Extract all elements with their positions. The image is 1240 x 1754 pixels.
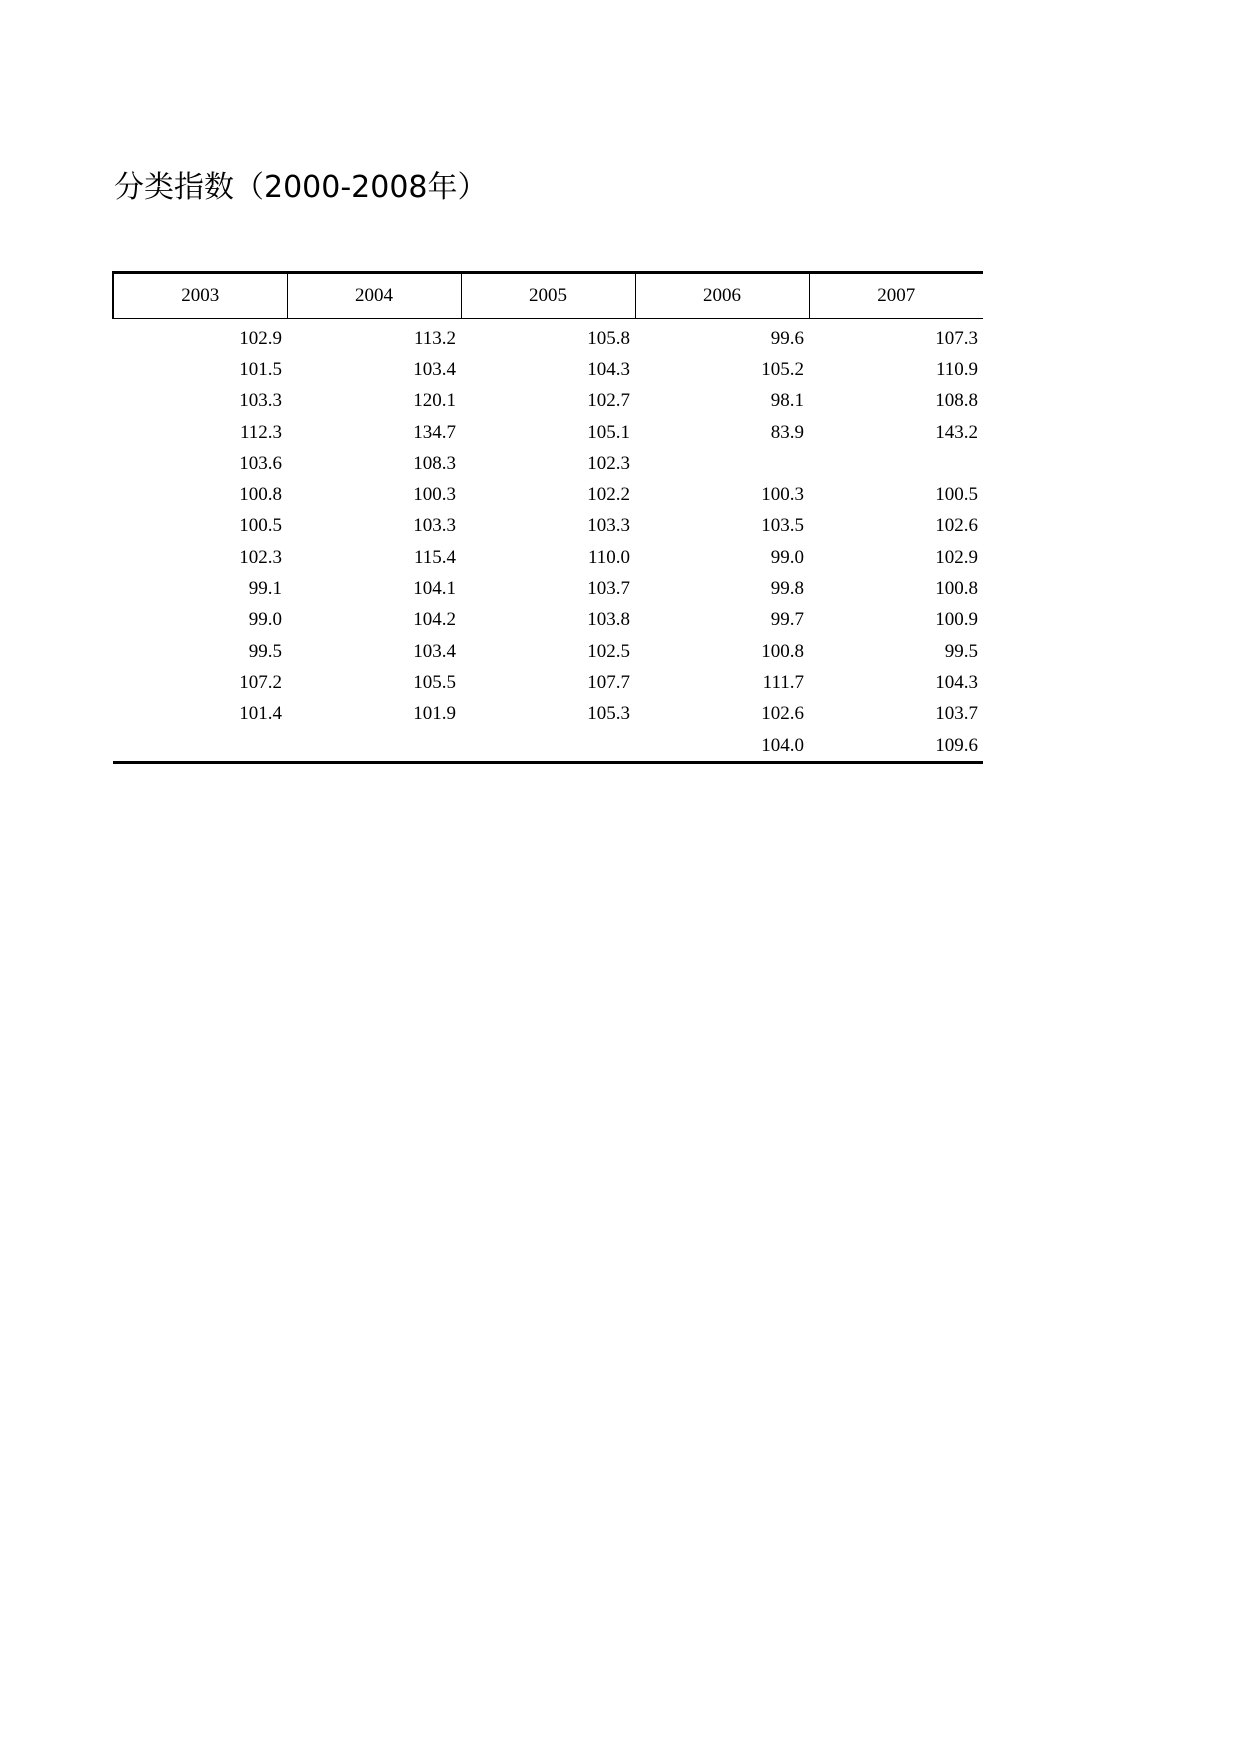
table-cell	[287, 730, 461, 763]
table-cell: 100.8	[761, 640, 804, 662]
table-cell: 103.5	[761, 515, 804, 537]
table-cell: 99.7	[770, 609, 804, 631]
table-cell: 105.2	[761, 358, 804, 380]
table-cell: 99.5	[944, 640, 978, 662]
table-row	[113, 354, 983, 385]
table-row	[113, 448, 983, 479]
table-cell: 101.4	[239, 703, 282, 725]
table-cell: 105.1	[587, 421, 630, 443]
table-body	[113, 319, 983, 763]
table-cell: 101.5	[239, 358, 282, 380]
column-header-2004: 2004	[287, 273, 461, 319]
table-cell	[809, 448, 983, 479]
table-cell: 103.3	[587, 515, 630, 537]
table-cell: 99.0	[248, 609, 282, 631]
table-cell: 134.7	[413, 421, 456, 443]
table-cell: 103.6	[239, 452, 282, 474]
table-cell: 102.7	[587, 390, 630, 412]
table-row	[113, 511, 983, 542]
table-cell: 104.3	[587, 358, 630, 380]
table-cell: 113.2	[413, 327, 456, 349]
table-cell: 100.8	[239, 484, 282, 506]
table-cell: 103.3	[239, 390, 282, 412]
table-cell: 105.3	[587, 703, 630, 725]
table-row	[113, 730, 983, 763]
table-cell: 103.7	[587, 578, 630, 600]
table-cell: 100.3	[761, 484, 804, 506]
table-cell: 102.9	[935, 546, 978, 568]
table-row	[113, 479, 983, 510]
table-row	[113, 605, 983, 636]
table-cell: 100.5	[239, 515, 282, 537]
table-cell: 105.5	[413, 671, 456, 693]
table-cell: 107.3	[935, 327, 978, 349]
table-cell: 104.3	[935, 671, 978, 693]
table-cell: 101.9	[413, 703, 456, 725]
table-cell: 99.5	[248, 640, 282, 662]
table-cell: 103.7	[935, 703, 978, 725]
table-cell: 104.1	[413, 578, 456, 600]
table-cell: 107.7	[587, 671, 630, 693]
table-cell: 112.3	[239, 421, 282, 443]
table-cell: 99.0	[770, 546, 804, 568]
table-cell: 102.3	[587, 452, 630, 474]
table-cell: 102.6	[761, 703, 804, 725]
table-cell: 108.3	[413, 452, 456, 474]
data-table	[112, 271, 983, 764]
table-cell	[113, 730, 287, 763]
table-cell: 120.1	[413, 390, 456, 412]
table-cell: 103.3	[413, 515, 456, 537]
table-cell: 103.4	[413, 640, 456, 662]
table-cell: 100.3	[413, 484, 456, 506]
table-cell: 109.6	[809, 730, 983, 763]
table-row	[113, 386, 983, 417]
table-cell: 111.7	[762, 671, 804, 693]
table-cell: 105.8	[587, 327, 630, 349]
table-row	[113, 699, 983, 730]
table-cell: 100.8	[935, 578, 978, 600]
table-row	[113, 636, 983, 667]
table-cell: 102.6	[935, 515, 978, 537]
table-cell: 103.8	[587, 609, 630, 631]
table-cell	[635, 448, 809, 479]
header-row	[113, 273, 983, 319]
table-cell: 100.5	[935, 484, 978, 506]
table-cell: 107.2	[239, 671, 282, 693]
column-header-2005: 2005	[461, 273, 635, 319]
table-cell: 98.1	[770, 390, 804, 412]
table-row	[113, 542, 983, 573]
column-header-2006: 2006	[635, 273, 809, 319]
table-cell: 110.9	[935, 358, 978, 380]
table-row	[113, 667, 983, 698]
table-cell: 99.8	[770, 578, 804, 600]
table-cell: 83.9	[770, 421, 804, 443]
table-row	[113, 319, 983, 355]
table-cell: 99.6	[770, 327, 804, 349]
column-header-2007: 2007	[809, 273, 983, 319]
table-cell: 102.3	[239, 546, 282, 568]
table-cell: 104.2	[413, 609, 456, 631]
table-cell: 100.9	[935, 609, 978, 631]
table-cell: 102.9	[239, 327, 282, 349]
table-row	[113, 573, 983, 604]
table-cell: 102.2	[587, 484, 630, 506]
table-cell: 103.4	[413, 358, 456, 380]
column-header-2003: 2003	[113, 273, 287, 319]
table-cell: 143.2	[935, 421, 978, 443]
table-cell: 99.1	[248, 578, 282, 600]
table-cell: 115.4	[413, 546, 456, 568]
table-cell: 102.5	[587, 640, 630, 662]
table-cell: 108.8	[935, 390, 978, 412]
table-cell: 110.0	[587, 546, 630, 568]
page-title: 分类指数（2000-2008年）	[114, 170, 488, 205]
table-cell: 104.0	[635, 730, 809, 763]
table-row	[113, 417, 983, 448]
table-cell	[461, 730, 635, 763]
table-header	[113, 273, 983, 319]
